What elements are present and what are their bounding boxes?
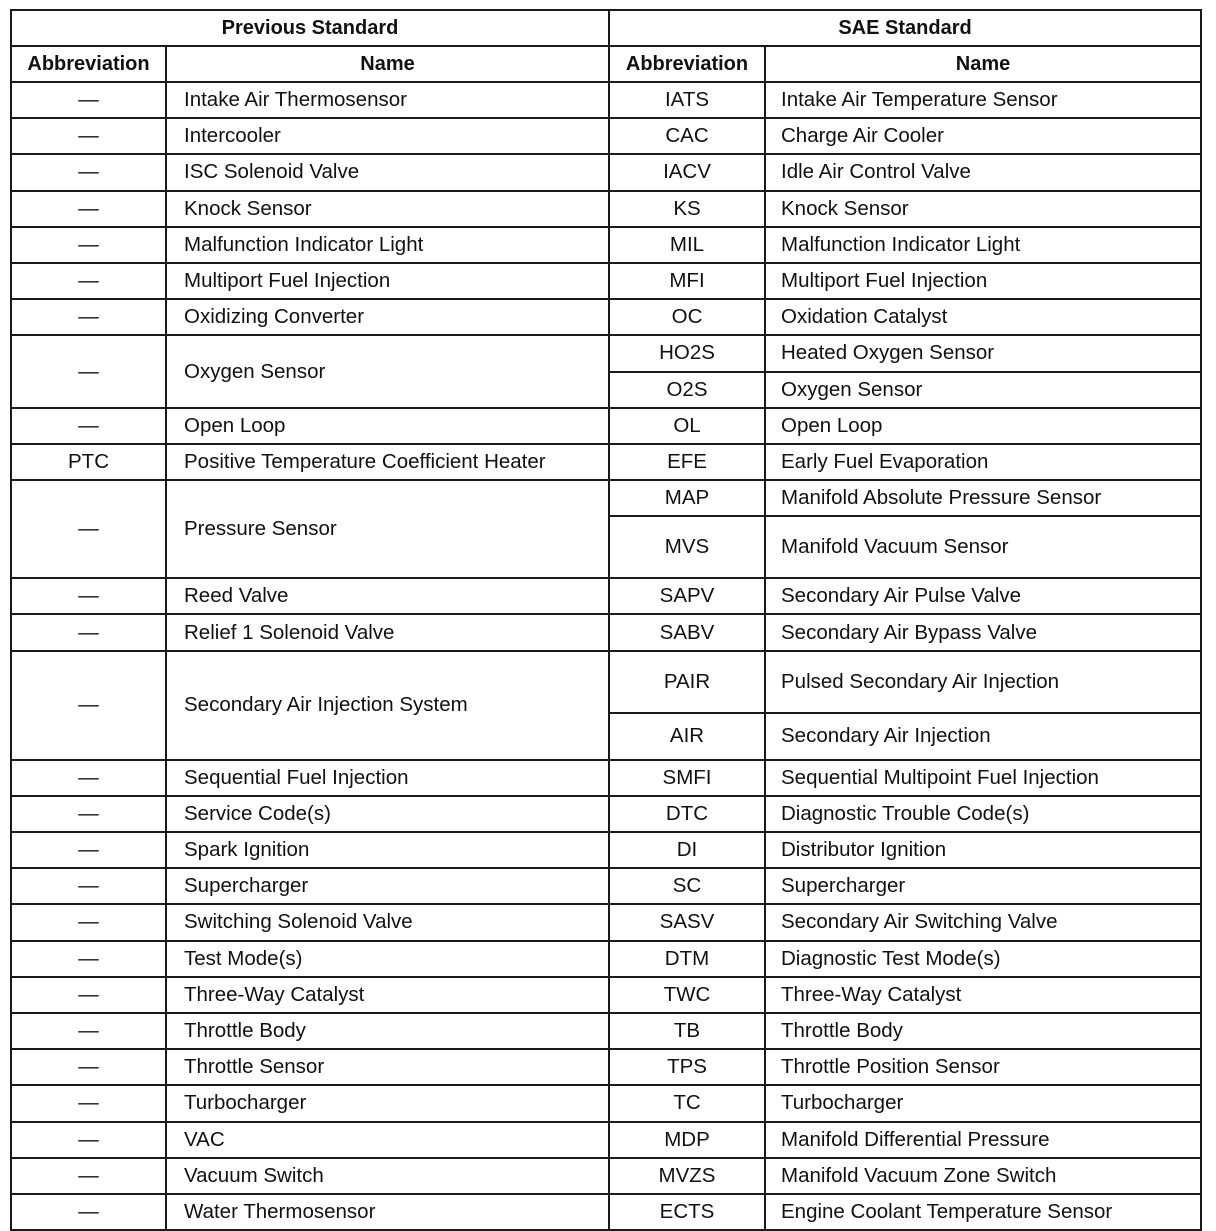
table-row <box>11 1122 1201 1158</box>
sae-abbreviation-cell: TWC <box>609 977 765 1013</box>
table-row <box>11 1158 1201 1194</box>
sae-abbreviation-cell: KS <box>609 191 765 227</box>
table-row <box>11 832 1201 868</box>
sae-abbreviation-cell: TPS <box>609 1049 765 1085</box>
table-row <box>11 118 1201 154</box>
table-row <box>11 227 1201 263</box>
sae-abbreviation-cell: OL <box>609 408 765 444</box>
prev-abbreviation-cell: — <box>11 651 166 760</box>
table-row <box>11 1049 1201 1085</box>
sae-name-cell: Oxygen Sensor <box>765 372 1201 408</box>
sae-name-cell: Engine Coolant Temperature Sensor <box>765 1194 1201 1230</box>
prev-abbreviation-cell: — <box>11 1049 166 1085</box>
sae-name-cell: Secondary Air Bypass Valve <box>765 614 1201 650</box>
sae-name-cell: Oxidation Catalyst <box>765 299 1201 335</box>
table-row <box>11 82 1201 118</box>
sae-name-cell: Sequential Multipoint Fuel Injection <box>765 760 1201 796</box>
sae-abbreviation-cell: SABV <box>609 614 765 650</box>
sae-abbreviation-header: Abbreviation <box>609 46 765 82</box>
sae-abbreviation-cell: SC <box>609 868 765 904</box>
table-row <box>11 299 1201 335</box>
sae-abbreviation-cell: OC <box>609 299 765 335</box>
sae-name-cell: Charge Air Cooler <box>765 118 1201 154</box>
prev-name-cell: Intercooler <box>166 118 609 154</box>
sae-name-cell: Malfunction Indicator Light <box>765 227 1201 263</box>
table-row <box>11 263 1201 299</box>
sae-name-cell: Idle Air Control Valve <box>765 154 1201 190</box>
sae-name-cell: Knock Sensor <box>765 191 1201 227</box>
prev-name-cell: Vacuum Switch <box>166 1158 609 1194</box>
prev-abbreviation-cell: — <box>11 154 166 190</box>
sae-abbreviation-cell: DI <box>609 832 765 868</box>
sae-name-cell: Throttle Position Sensor <box>765 1049 1201 1085</box>
prev-name-cell: Multiport Fuel Injection <box>166 263 609 299</box>
prev-name-cell: Malfunction Indicator Light <box>166 227 609 263</box>
prev-name-cell: Service Code(s) <box>166 796 609 832</box>
sae-name-header: Name <box>765 46 1201 82</box>
prev-abbreviation-cell: — <box>11 1085 166 1121</box>
sae-abbreviation-cell: MAP <box>609 480 765 516</box>
sae-abbreviation-cell: CAC <box>609 118 765 154</box>
prev-abbreviation-cell: — <box>11 335 166 407</box>
prev-name-cell: Supercharger <box>166 868 609 904</box>
sae-name-cell: Throttle Body <box>765 1013 1201 1049</box>
prev-abbreviation-cell: — <box>11 1194 166 1230</box>
prev-name-cell: Sequential Fuel Injection <box>166 760 609 796</box>
prev-abbreviation-cell: — <box>11 977 166 1013</box>
table-row <box>11 578 1201 614</box>
prev-name-header: Name <box>166 46 609 82</box>
prev-name-cell: Throttle Sensor <box>166 1049 609 1085</box>
prev-abbreviation-cell: — <box>11 82 166 118</box>
sae-name-cell: Secondary Air Switching Valve <box>765 904 1201 940</box>
table-row <box>11 614 1201 650</box>
prev-name-cell: Intake Air Thermosensor <box>166 82 609 118</box>
sae-name-cell: Early Fuel Evaporation <box>765 444 1201 480</box>
prev-name-cell: Oxidizing Converter <box>166 299 609 335</box>
prev-abbreviation-cell: — <box>11 191 166 227</box>
sae-abbreviation-cell: EFE <box>609 444 765 480</box>
prev-abbreviation-cell: — <box>11 1122 166 1158</box>
abbreviation-table <box>10 9 1202 1231</box>
prev-name-cell: Switching Solenoid Valve <box>166 904 609 940</box>
sae-name-cell: Turbocharger <box>765 1085 1201 1121</box>
prev-abbreviation-cell: — <box>11 1013 166 1049</box>
sae-abbreviation-cell: AIR <box>609 713 765 760</box>
prev-name-cell: Open Loop <box>166 408 609 444</box>
prev-name-cell: Throttle Body <box>166 1013 609 1049</box>
sae-abbreviation-cell: SASV <box>609 904 765 940</box>
prev-abbreviation-cell: — <box>11 760 166 796</box>
prev-abbreviation-cell: — <box>11 299 166 335</box>
sae-name-cell: Open Loop <box>765 408 1201 444</box>
prev-abbreviation-cell: — <box>11 614 166 650</box>
sae-name-cell: Diagnostic Test Mode(s) <box>765 941 1201 977</box>
prev-name-cell: Test Mode(s) <box>166 941 609 977</box>
prev-abbreviation-header: Abbreviation <box>11 46 166 82</box>
prev-abbreviation-cell: — <box>11 578 166 614</box>
sae-abbreviation-cell: SMFI <box>609 760 765 796</box>
sae-abbreviation-cell: DTC <box>609 796 765 832</box>
table-row <box>11 154 1201 190</box>
sae-name-cell: Manifold Differential Pressure <box>765 1122 1201 1158</box>
sae-name-cell: Heated Oxygen Sensor <box>765 335 1201 371</box>
sae-abbreviation-cell: SAPV <box>609 578 765 614</box>
prev-name-cell: Turbocharger <box>166 1085 609 1121</box>
prev-name-cell: Knock Sensor <box>166 191 609 227</box>
table-row <box>11 760 1201 796</box>
sae-abbreviation-cell: IATS <box>609 82 765 118</box>
prev-name-cell: Pressure Sensor <box>166 480 609 578</box>
prev-abbreviation-cell: — <box>11 118 166 154</box>
table-row <box>11 904 1201 940</box>
sae-name-cell: Distributor Ignition <box>765 832 1201 868</box>
prev-name-cell: VAC <box>166 1122 609 1158</box>
prev-abbreviation-cell: — <box>11 227 166 263</box>
prev-abbreviation-cell: — <box>11 408 166 444</box>
sae-name-cell: Diagnostic Trouble Code(s) <box>765 796 1201 832</box>
group-header-row <box>11 10 1201 46</box>
prev-abbreviation-cell: — <box>11 480 166 578</box>
sae-abbreviation-cell: MVZS <box>609 1158 765 1194</box>
prev-abbreviation-cell: — <box>11 263 166 299</box>
prev-abbreviation-cell: — <box>11 1158 166 1194</box>
prev-name-cell: Positive Temperature Coefficient Heater <box>166 444 609 480</box>
sae-abbreviation-cell: IACV <box>609 154 765 190</box>
sae-abbreviation-cell: MIL <box>609 227 765 263</box>
sae-abbreviation-cell: DTM <box>609 941 765 977</box>
sae-abbreviation-cell: MDP <box>609 1122 765 1158</box>
prev-abbreviation-cell: — <box>11 832 166 868</box>
table-row <box>11 191 1201 227</box>
sae-abbreviation-cell: HO2S <box>609 335 765 371</box>
table-row <box>11 335 1201 371</box>
prev-name-cell: Relief 1 Solenoid Valve <box>166 614 609 650</box>
previous-standard-header: Previous Standard <box>11 10 609 46</box>
sae-name-cell: Intake Air Temperature Sensor <box>765 82 1201 118</box>
sae-name-cell: Pulsed Secondary Air Injection <box>765 651 1201 713</box>
table-row <box>11 1013 1201 1049</box>
table-row <box>11 1085 1201 1121</box>
sae-name-cell: Three-Way Catalyst <box>765 977 1201 1013</box>
sae-name-cell: Multiport Fuel Injection <box>765 263 1201 299</box>
sae-name-cell: Manifold Vacuum Sensor <box>765 516 1201 578</box>
prev-name-cell: Reed Valve <box>166 578 609 614</box>
sae-abbreviation-cell: TB <box>609 1013 765 1049</box>
prev-name-cell: ISC Solenoid Valve <box>166 154 609 190</box>
sae-name-cell: Secondary Air Injection <box>765 713 1201 760</box>
sae-abbreviation-cell: MFI <box>609 263 765 299</box>
sae-abbreviation-cell: PAIR <box>609 651 765 713</box>
table-row <box>11 1194 1201 1230</box>
sae-abbreviation-cell: TC <box>609 1085 765 1121</box>
sae-name-cell: Manifold Absolute Pressure Sensor <box>765 480 1201 516</box>
sae-abbreviation-cell: O2S <box>609 372 765 408</box>
table-row <box>11 868 1201 904</box>
table-row <box>11 408 1201 444</box>
table-row <box>11 480 1201 516</box>
table-row <box>11 651 1201 713</box>
sae-name-cell: Manifold Vacuum Zone Switch <box>765 1158 1201 1194</box>
prev-name-cell: Three-Way Catalyst <box>166 977 609 1013</box>
prev-abbreviation-cell: — <box>11 904 166 940</box>
prev-abbreviation-cell: — <box>11 796 166 832</box>
sae-standard-header: SAE Standard <box>609 10 1201 46</box>
prev-name-cell: Oxygen Sensor <box>166 335 609 407</box>
table-row <box>11 796 1201 832</box>
column-header-row <box>11 46 1201 82</box>
prev-abbreviation-cell: PTC <box>11 444 166 480</box>
table-row <box>11 941 1201 977</box>
sae-abbreviation-cell: ECTS <box>609 1194 765 1230</box>
prev-name-cell: Secondary Air Injection System <box>166 651 609 760</box>
prev-name-cell: Water Thermosensor <box>166 1194 609 1230</box>
sae-name-cell: Secondary Air Pulse Valve <box>765 578 1201 614</box>
table-row <box>11 444 1201 480</box>
prev-abbreviation-cell: — <box>11 941 166 977</box>
sae-name-cell: Supercharger <box>765 868 1201 904</box>
prev-name-cell: Spark Ignition <box>166 832 609 868</box>
sae-abbreviation-cell: MVS <box>609 516 765 578</box>
table-row <box>11 977 1201 1013</box>
prev-abbreviation-cell: — <box>11 868 166 904</box>
table-body <box>11 82 1201 1230</box>
